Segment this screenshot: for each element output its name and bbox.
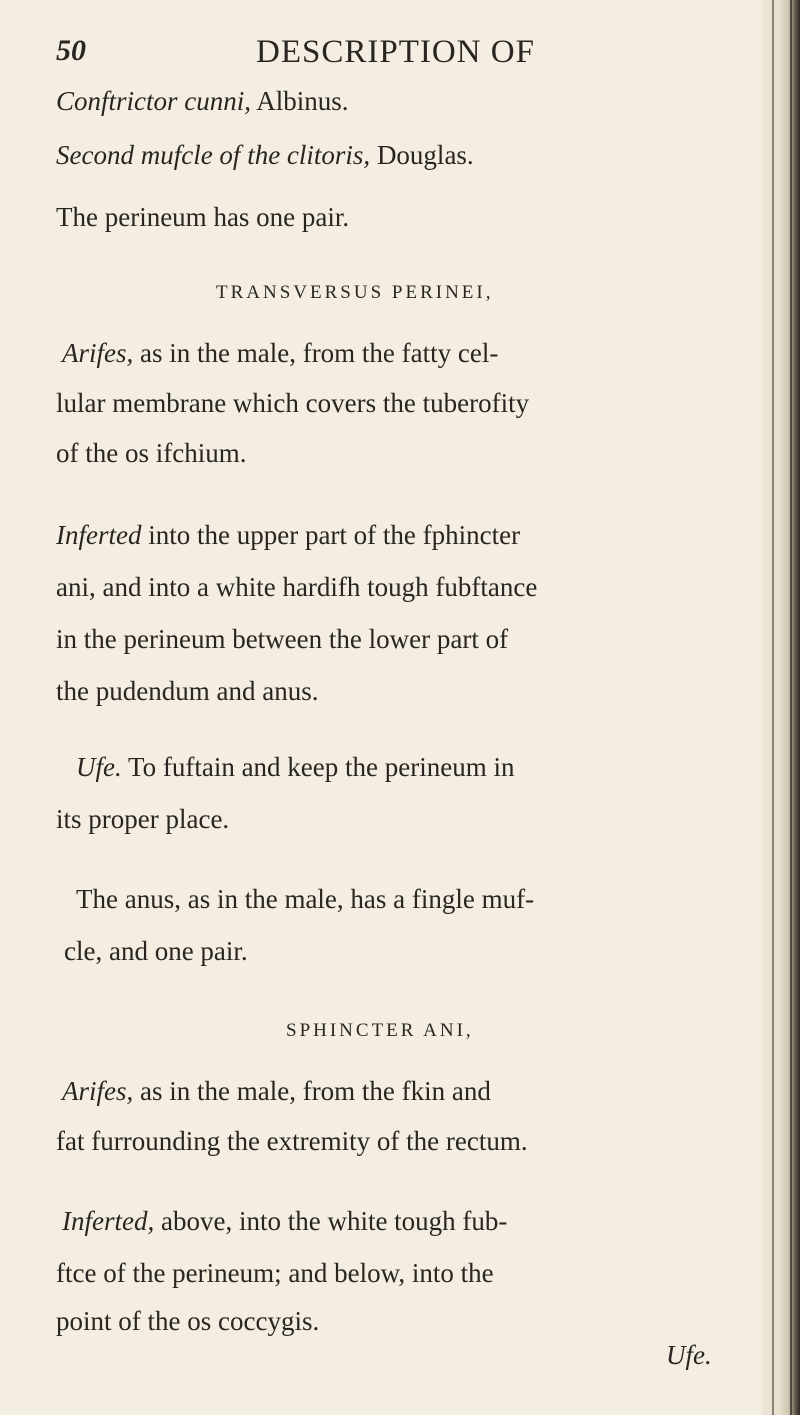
text-run: SPHINCTER ANI, bbox=[286, 1020, 474, 1041]
text-run: above, into the white tough fub- bbox=[154, 1206, 508, 1236]
text-line bbox=[56, 1306, 319, 1337]
text-line bbox=[56, 676, 318, 707]
text-line bbox=[56, 572, 537, 603]
text-run: Arifes, bbox=[62, 1076, 134, 1106]
text-run: the pudendum and anus. bbox=[56, 676, 319, 706]
text-line bbox=[56, 624, 508, 655]
text-run: as in the male, from the fatty cel- bbox=[133, 338, 499, 368]
text-run: The perineum has one pair. bbox=[56, 202, 350, 232]
text-run: Douglas. bbox=[370, 140, 474, 170]
text-line bbox=[56, 1126, 528, 1157]
page-number: 50 bbox=[56, 34, 86, 67]
page-edge-line bbox=[772, 0, 774, 1415]
catchword bbox=[666, 1340, 712, 1371]
text-line bbox=[62, 338, 498, 369]
text-line bbox=[56, 1258, 494, 1289]
section-heading bbox=[286, 1020, 474, 1042]
text-line bbox=[62, 1076, 491, 1107]
text-run: as in the male, from the fkin and bbox=[133, 1076, 491, 1106]
text-line bbox=[56, 86, 349, 117]
text-line bbox=[56, 388, 529, 419]
text-line bbox=[56, 438, 246, 469]
text-run: Inferted, bbox=[62, 1206, 155, 1236]
text-line bbox=[56, 140, 474, 171]
text-run: fat furrounding the extremity of the rectum. bbox=[56, 1126, 528, 1156]
text-run: point of the os coccygis. bbox=[56, 1306, 320, 1336]
text-line bbox=[56, 202, 349, 233]
text-run: To fuftain and keep the perineum in bbox=[121, 752, 515, 782]
text-line bbox=[62, 1206, 507, 1237]
text-run: TRANSVERSUS PERINEI, bbox=[216, 282, 494, 303]
text-run: Albinus. bbox=[251, 86, 349, 116]
text-run: lular membrane which covers the tuberofity bbox=[56, 388, 530, 418]
text-run: in the perineum between the lower part of bbox=[56, 624, 509, 654]
text-run: ani, and into a white hardifh tough fubftance bbox=[56, 572, 538, 602]
running-title: DESCRIPTION OF bbox=[256, 34, 535, 70]
section-heading bbox=[216, 282, 493, 304]
text-run: Second mufcle of the clitoris, bbox=[56, 140, 371, 170]
text-run: of the os ifchium. bbox=[56, 438, 247, 468]
text-run: cle, and one pair. bbox=[64, 936, 248, 966]
text-run: Ufe. bbox=[666, 1340, 712, 1370]
text-run: Inferted bbox=[56, 520, 142, 550]
text-line bbox=[76, 884, 534, 915]
text-line bbox=[56, 804, 229, 835]
text-run: The anus, as in the male, has a fingle muf- bbox=[76, 884, 535, 914]
text-run: Ufe. bbox=[76, 752, 122, 782]
text-line bbox=[56, 520, 520, 551]
page-edge-line bbox=[790, 0, 792, 1415]
text-run: Arifes, bbox=[62, 338, 134, 368]
text-run: into the upper part of the fphincter bbox=[141, 520, 521, 550]
page-edge-shadow bbox=[762, 0, 800, 1415]
text-run: its proper place. bbox=[56, 804, 230, 834]
text-line bbox=[76, 752, 514, 783]
text-run: Conftrictor cunni, bbox=[56, 86, 251, 116]
text-line bbox=[64, 936, 248, 967]
page-header bbox=[56, 34, 736, 80]
text-run: ftce of the perineum; and below, into the bbox=[56, 1258, 494, 1288]
